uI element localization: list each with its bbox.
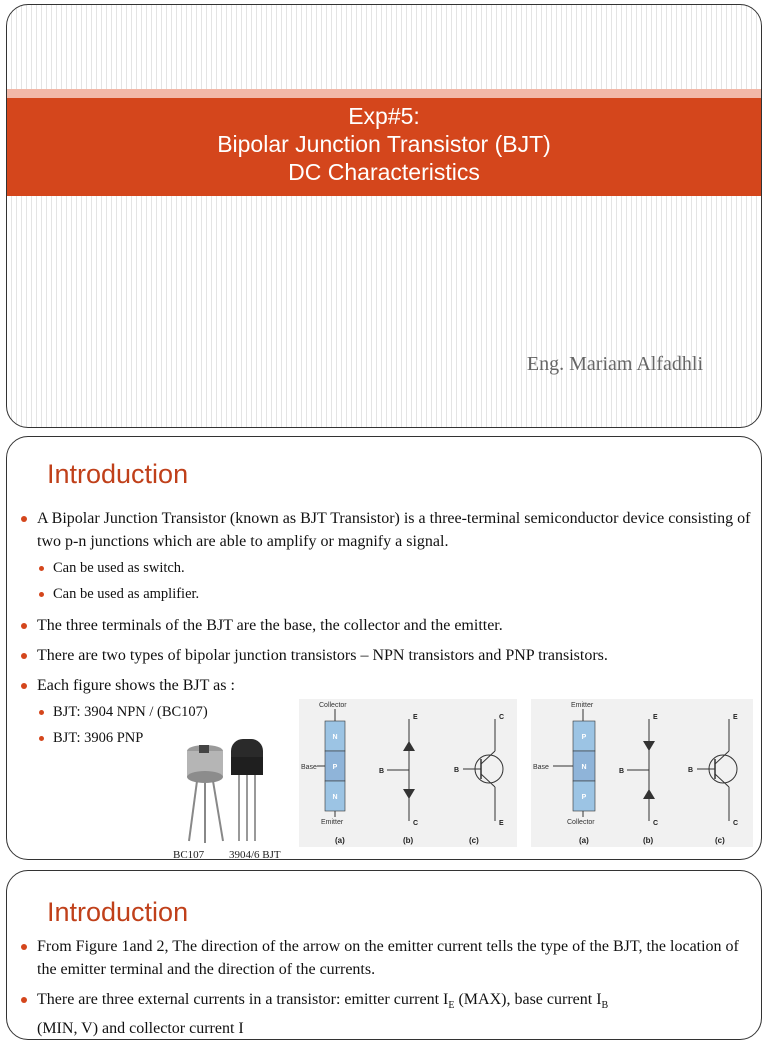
npn-base-label: Base bbox=[301, 764, 317, 771]
pnp-base-label: Base bbox=[533, 764, 549, 771]
bullet-text-d: ) and collector current I bbox=[92, 1020, 244, 1038]
bullet-item: The three terminals of the BJT are the base, the collector and the emitter. bbox=[19, 614, 753, 637]
npn-c-terminal-c: C bbox=[499, 714, 505, 721]
npn-b-terminal-b: B bbox=[379, 768, 385, 775]
intro-slide-1 bbox=[6, 436, 762, 860]
bullet-text-a: There are three external currents in a transistor: emitter current I bbox=[37, 991, 449, 1008]
title-line-3: DC Characteristics bbox=[288, 159, 480, 185]
pnp-b-terminal-e: E bbox=[653, 714, 658, 721]
subscript-e: E bbox=[448, 1000, 455, 1012]
pnp-layer-1: P bbox=[581, 734, 587, 741]
photo-caption-bc107: BC107 bbox=[173, 849, 205, 860]
npn-layer-1: N bbox=[332, 734, 338, 741]
npn-caption-c: (c) bbox=[469, 836, 479, 845]
bullet-item: There are two types of bipolar junction transistors – NPN transistors and PNP transistors. bbox=[19, 644, 753, 667]
pnp-caption-a: (a) bbox=[579, 836, 589, 845]
pnp-c-terminal-c: C bbox=[733, 820, 739, 827]
npn-layer-2: P bbox=[332, 764, 338, 771]
pnp-collector-label: Collector bbox=[567, 819, 595, 826]
slide-heading: Introduction bbox=[47, 459, 189, 489]
pnp-emitter-label: Emitter bbox=[571, 702, 594, 709]
npn-collector-label: Collector bbox=[319, 702, 347, 709]
bullet-text-c: (MIN, V bbox=[37, 1020, 93, 1038]
title-line-1: Exp#5: bbox=[348, 103, 420, 129]
npn-c-terminals bbox=[454, 714, 504, 827]
bullet-text-b: (MAX), base current I bbox=[454, 991, 602, 1008]
sub-bullet-list bbox=[37, 555, 753, 607]
bullet-item: From Figure 1and 2, The direction of the arrow on the emitter current tells the type of the BJT, the location of the emitter terminal and the direction of the currents. bbox=[19, 935, 753, 981]
sub-bullet-item: Can be used as switch. bbox=[37, 555, 753, 581]
pnp-diagram bbox=[531, 699, 753, 847]
npn-layer-3: N bbox=[332, 794, 338, 801]
npn-c-terminal-b: B bbox=[454, 767, 460, 774]
pnp-b-terminal-c: C bbox=[653, 820, 659, 827]
npn-b-terminal-c: C bbox=[413, 820, 419, 827]
title-accent-strip bbox=[7, 89, 761, 98]
bullet-item bbox=[19, 988, 753, 1040]
bullet-text: A Bipolar Junction Transistor (known as BJT Transistor) is a three-terminal semiconductor device consisting of two p-n junctions which are able to amplify or magnify a signal. bbox=[37, 510, 751, 550]
sub-bullet-item: Can be used as amplifier. bbox=[37, 581, 753, 607]
bullet-item bbox=[19, 507, 753, 607]
sub-bullet-item: BJT: 3906 PNP bbox=[37, 725, 753, 751]
npn-caption-b: (b) bbox=[403, 836, 414, 845]
pnp-b-terminal-b: B bbox=[619, 768, 625, 775]
npn-diagram bbox=[299, 699, 517, 847]
bullet-list bbox=[19, 935, 753, 1040]
pnp-layer-3: P bbox=[581, 794, 587, 801]
bullet-text: Each figure shows the BJT as : bbox=[37, 677, 235, 694]
npn-caption-a: (a) bbox=[335, 836, 345, 845]
slide-heading: Introduction bbox=[47, 897, 189, 927]
pnp-c-terminal-b: B bbox=[688, 767, 694, 774]
npn-c-terminal-e: E bbox=[499, 820, 504, 827]
author-name: Eng. Mariam Alfadhli bbox=[526, 353, 703, 375]
photo-caption-3904: 3904/6 BJT bbox=[229, 849, 281, 860]
pnp-caption-c: (c) bbox=[715, 836, 725, 845]
subscript-b: B bbox=[601, 1000, 609, 1012]
npn-b-terminal-e: E bbox=[413, 714, 418, 721]
intro-slide-2 bbox=[6, 870, 762, 1040]
pnp-c-terminals bbox=[688, 714, 738, 827]
pnp-layer-2: N bbox=[581, 764, 587, 771]
transistor-photo bbox=[173, 737, 293, 845]
title-bar bbox=[7, 98, 761, 196]
npn-emitter-label: Emitter bbox=[321, 819, 344, 826]
pnp-caption-b: (b) bbox=[643, 836, 654, 845]
title-line-2: Bipolar Junction Transistor (BJT) bbox=[217, 131, 551, 157]
pnp-c-terminal-e: E bbox=[733, 714, 738, 721]
sub-bullet-item: BJT: 3904 NPN / (BC107) bbox=[37, 699, 753, 725]
title-slide bbox=[6, 4, 762, 428]
